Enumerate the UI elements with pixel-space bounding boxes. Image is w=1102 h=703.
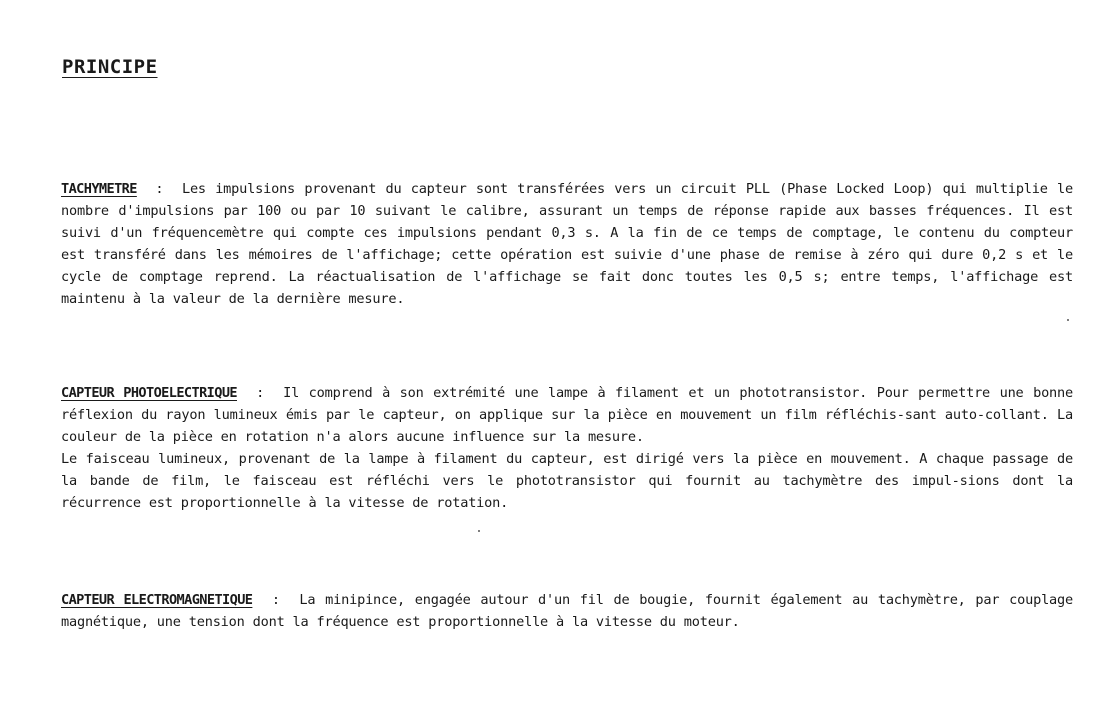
- paragraph-text: La minipince, engagée autour d'un fil de bougie, fournit également au tachymètre, par couplage magnétique, une tension dont la fréquence est proportionnelle à la vitesse du moteur.: [61, 592, 1074, 630]
- section-capteur-electromagnetique: [61, 589, 1073, 633]
- heading-separator: :: [237, 385, 284, 401]
- section-heading: CAPTEUR PHOTOELECTRIQUE: [61, 385, 237, 401]
- section-heading: TACHYMETRE: [61, 181, 137, 197]
- scan-speck: [1067, 319, 1069, 321]
- scan-speck: [478, 530, 480, 532]
- section-paragraph: [61, 178, 1073, 310]
- paragraph-text: Il comprend à son extrémité une lampe à filament et un phototransistor. Pour permettre une bonne réflexion du rayon lumineux émis par le capteur, on applique sur la pièce en mouvement un film réfléchis-sant auto-collant. La couleur de la pièce en rotation n'a alors aucune influence sur la mesure.: [61, 385, 1074, 445]
- section-paragraph: [61, 448, 1073, 514]
- section-tachymetre: [61, 178, 1073, 310]
- paragraph-text: Le faisceau lumineux, provenant de la lampe à filament du capteur, est dirigé vers la pièce en mouvement. A chaque passage de la bande de film, le faisceau est réfléchi vers le phototransistor qui fournit au tachymètre des impul-sions dont la récurrence est proportionnelle à la vitesse de rotation.: [61, 451, 1073, 511]
- heading-separator: :: [252, 592, 300, 608]
- section-paragraph: [61, 589, 1073, 633]
- page-title: PRINCIPE: [62, 56, 158, 78]
- section-capteur-photoelectrique: [61, 382, 1073, 514]
- section-paragraph: [61, 382, 1073, 448]
- section-heading: CAPTEUR ELECTROMAGNETIQUE: [61, 592, 253, 608]
- heading-separator: :: [136, 181, 182, 197]
- paragraph-text: Les impulsions provenant du capteur sont transférées vers un circuit PLL (Phase Locked Loop) qui multiplie le nombre d'impulsions par 100 ou par 10 suivant le calibre, assurant un temps de réponse rapide aux basses fréquences. Il est suivi d'un fréquencemètre qui compte ces impulsions pendant 0,3 s. A la fin de ce temps de comptage, le contenu du compteur est transféré dans les mémoires de l'affichage; cette opération est suivie d'une phase de remise à zéro qui dure 0,2 s et le cycle de comptage reprend. La réactualisation de l'affichage se fait donc toutes les 0,5 s; entre temps, l'affichage est maintenu à la valeur de la dernière mesure.: [61, 181, 1074, 307]
